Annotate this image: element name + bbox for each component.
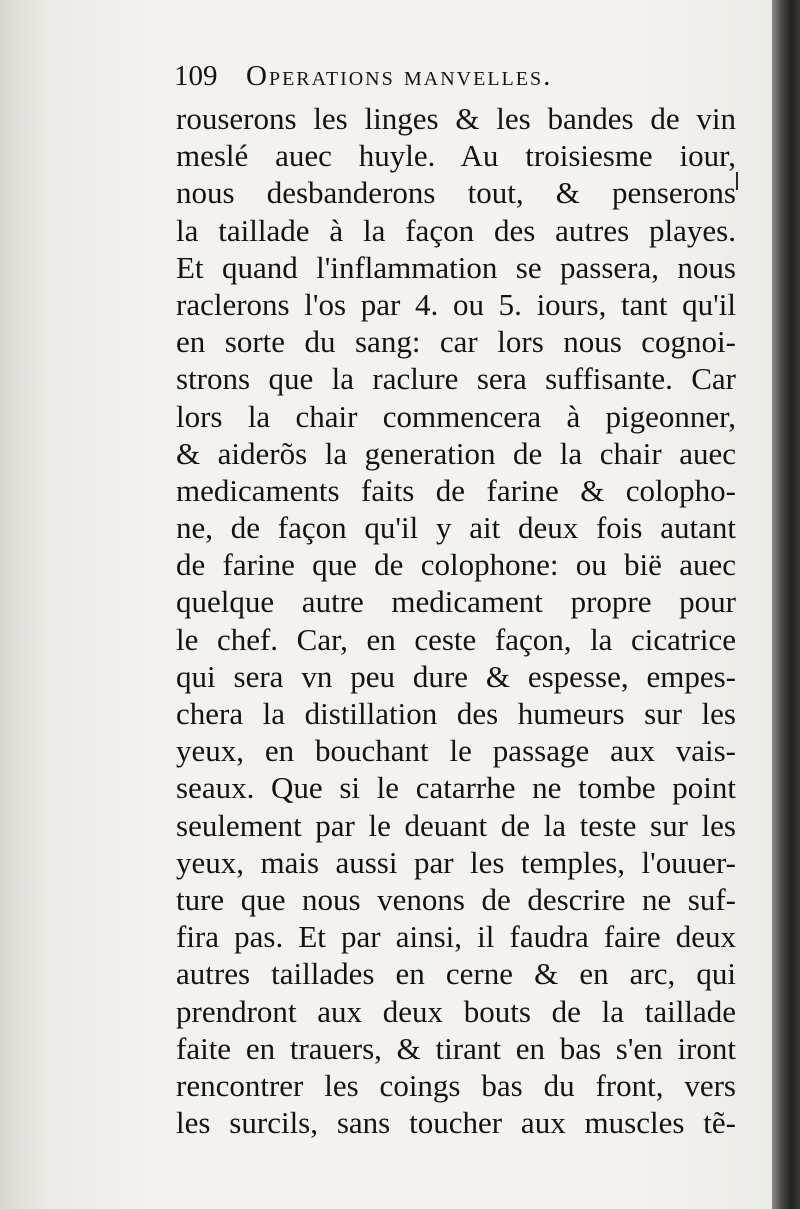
text-line: quelque autre medicament propre pour [176, 584, 736, 620]
book-spine-shadow [772, 0, 800, 1209]
text-line: ture que nous venons de descrire ne suf- [176, 881, 736, 917]
text-line: ne, de façon qu'il y ait deux fois autant [176, 510, 736, 546]
text-line: prendront aux deux bouts de la taillade [176, 993, 736, 1029]
text-line: raclerons l'os par 4. ou 5. iours, tant qu'il [176, 286, 736, 322]
page-number: 109 [174, 60, 218, 92]
text-line: le chef. Car, en ceste façon, la cicatrice [176, 621, 736, 657]
text-line: fira pas. Et par ainsi, il faudra faire deux [176, 919, 736, 955]
text-line: qui sera vn peu dure & espesse, empes- [176, 658, 736, 694]
text-line: de farine que de colophone: ou bië auec [176, 547, 736, 583]
bleed-through-shadow [30, 160, 160, 860]
text-line: meslé auec huyle. Au troisiesme iour, [176, 138, 736, 174]
margin-mark [736, 172, 738, 190]
text-line: rencontrer les coings bas du front, vers [176, 1067, 736, 1103]
text-line: rouserons les linges & les bandes de vin [176, 101, 736, 136]
text-line: en sorte du sang: car lors nous cognoi- [176, 324, 736, 360]
text-line: faite en trauers, & tirant en bas s'en iront [176, 1030, 736, 1066]
text-line: yeux, mais aussi par les temples, l'ouuer- [176, 844, 736, 880]
text-line: Et quand l'inflammation se passera, nous [176, 249, 736, 285]
text-line: chera la distillation des humeurs sur les [176, 696, 736, 731]
text-line: & aiderõs la generation de la chair auec [176, 435, 736, 471]
text-line: nous desbanderons tout, & penserons [176, 175, 736, 211]
text-line: seaux. Que si le catarrhe ne tombe point [176, 770, 736, 806]
text-line: strons que la raclure sera suffisante. Car [176, 361, 736, 397]
text-line: les surcils, sans toucher aux muscles tẽ- [176, 1105, 736, 1141]
text-line: la taillade à la façon des autres playes. [176, 212, 736, 248]
text-block [176, 100, 736, 1141]
running-header [174, 52, 734, 100]
text-line: medicaments faits de farine & colopho- [176, 472, 736, 508]
text-line: seulement par le deuant de la teste sur les [176, 807, 736, 843]
text-line: autres taillades en cerne & en arc, qui [176, 956, 736, 992]
text-line: yeux, en bouchant le passage aux vais- [176, 733, 736, 769]
text-line: lors la chair commencera à pigeonner, [176, 398, 736, 434]
running-title: Operations manvelles. [246, 60, 553, 92]
